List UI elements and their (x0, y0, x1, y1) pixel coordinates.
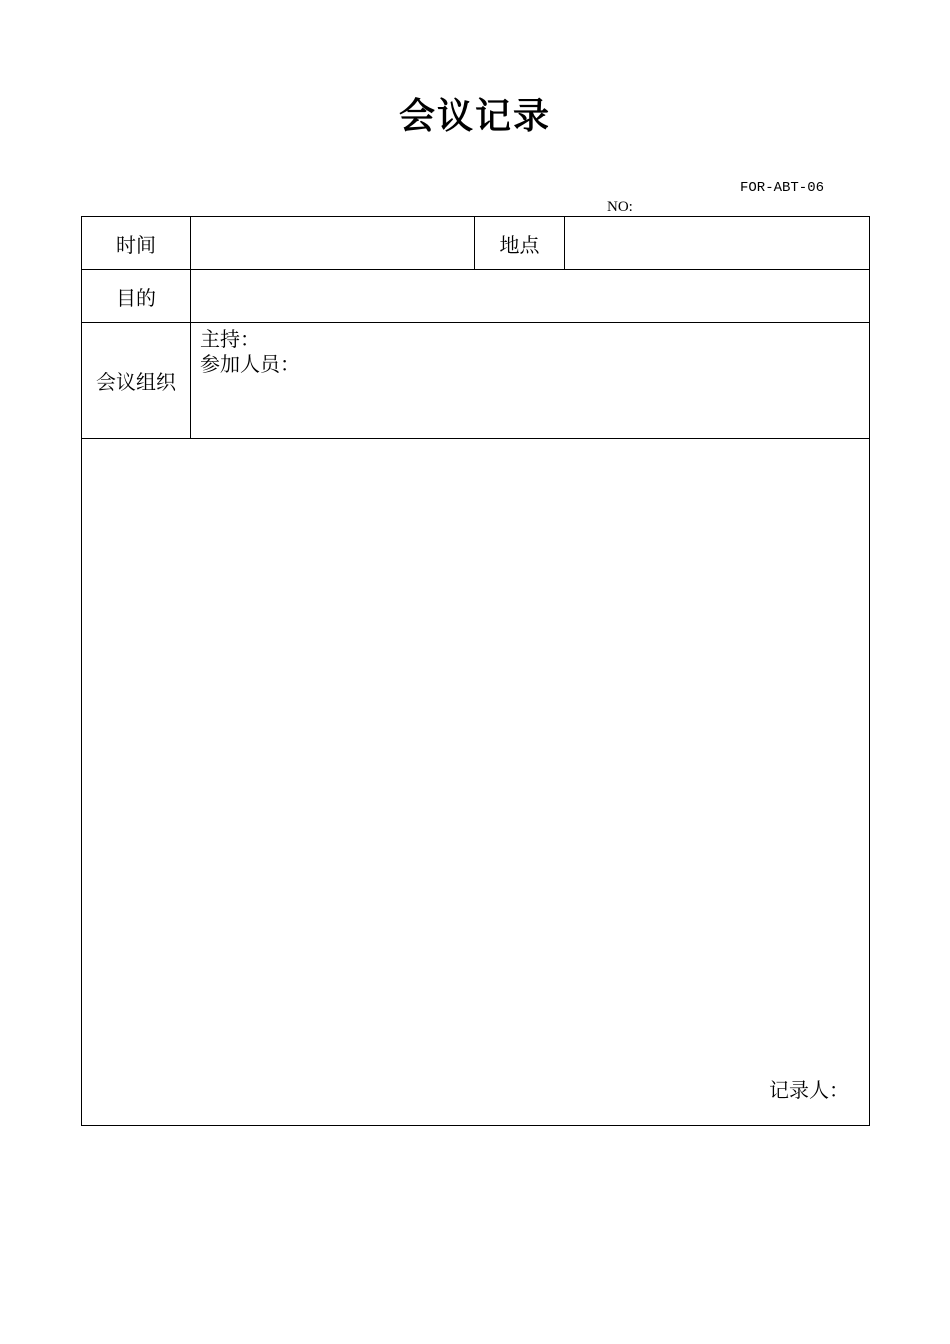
time-field[interactable] (191, 217, 475, 270)
meeting-record-form (81, 216, 870, 1126)
recorder-label: 记录人： (769, 1078, 849, 1102)
form-code: FOR-ABT-06 (740, 180, 825, 196)
time-location-row (82, 217, 870, 270)
organization-field[interactable] (191, 323, 870, 439)
content-row (82, 439, 870, 1126)
purpose-field[interactable] (191, 270, 870, 323)
time-label: 时间 (82, 217, 191, 270)
organization-row (82, 323, 870, 439)
purpose-label: 目的 (82, 270, 191, 323)
purpose-row (82, 270, 870, 323)
attendees-label: 参加人员： (200, 352, 300, 376)
number-label: NO: (607, 199, 633, 215)
organization-label: 会议组织 (82, 323, 191, 439)
location-label: 地点 (475, 217, 565, 270)
document-title: 会议记录 (398, 96, 551, 137)
meeting-content-area[interactable] (82, 439, 870, 1126)
host-label: 主持： (200, 327, 260, 351)
location-field[interactable] (565, 217, 870, 270)
